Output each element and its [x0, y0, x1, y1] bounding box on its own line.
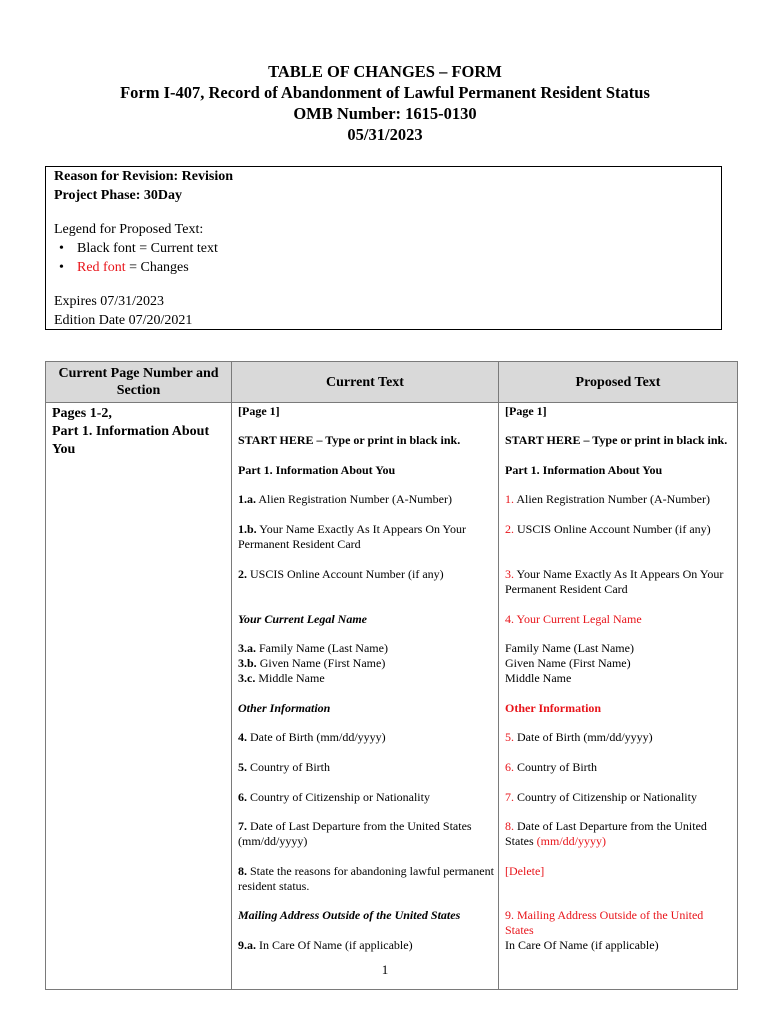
- prop-other-info-heading: Other Information: [505, 701, 602, 715]
- legend-red: [77, 258, 721, 277]
- prop-delete: [Delete]: [505, 864, 545, 878]
- prop-given-name: Given Name (First Name): [505, 656, 631, 670]
- header-title: TABLE OF CHANGES – FORM: [268, 62, 502, 81]
- header-proposed-text: Proposed Text: [499, 362, 738, 403]
- cur-item-3a: 3.a. Family Name (Last Name): [238, 641, 388, 655]
- cur-item-1b: 1.b. Your Name Exactly As It Appears On Your Permanent Resident Card: [238, 522, 467, 551]
- header-section: Current Page Number and Section: [46, 362, 232, 403]
- reason-for-revision: Reason for Revision: Revision: [54, 169, 234, 184]
- section-cell: [46, 403, 232, 990]
- cur-item-7: 7. Date of Last Departure from the United States (mm/dd/yyyy): [238, 819, 472, 848]
- header-current-text: Current Text: [232, 362, 499, 403]
- proposed-text-cell: [499, 403, 738, 990]
- page-number: 1: [381, 962, 389, 977]
- project-phase: Project Phase: 30Day: [54, 188, 183, 203]
- cur-other-info-heading: Other Information: [238, 701, 331, 715]
- prop-item-2: 2. USCIS Online Account Number (if any): [505, 522, 711, 536]
- prop-middle-name: Middle Name: [505, 671, 572, 685]
- header-omb-number: OMB Number: 1615-0130: [293, 104, 477, 123]
- prop-care-of: In Care Of Name (if applicable): [505, 938, 659, 952]
- header-date: 05/31/2023: [347, 125, 423, 144]
- table-header-row: [46, 362, 738, 403]
- cur-item-6: 6. Country of Citizenship or Nationality: [238, 790, 430, 804]
- prop-item-4-legal-name: 4. Your Current Legal Name: [505, 612, 642, 626]
- current-text-cell: [232, 403, 499, 990]
- header-form-name: Form I-407, Record of Abandonment of Lawful Permanent Resident Status: [120, 83, 650, 102]
- prop-item-7: 7. Country of Citizenship or Nationality: [505, 790, 697, 804]
- changes-table: [45, 361, 738, 990]
- document-header: [0, 61, 770, 145]
- prop-part1: Part 1. Information About You: [505, 463, 663, 477]
- cur-page: [Page 1]: [238, 404, 280, 418]
- prop-item-6: 6. Country of Birth: [505, 760, 597, 774]
- cur-part1: Part 1. Information About You: [238, 463, 396, 477]
- cur-item-8: 8. State the reasons for abandoning lawful permanent resident status.: [238, 864, 494, 893]
- legend-black: • Black font = Current text: [77, 239, 721, 258]
- prop-start-here: START HERE – Type or print in black ink.: [505, 433, 728, 447]
- section-part: Part 1. Information About You: [52, 424, 210, 457]
- prop-item-1: 1. Alien Registration Number (A-Number): [505, 492, 710, 506]
- legend-list: [54, 239, 721, 277]
- cur-mailing-heading: Mailing Address Outside of the United States: [238, 908, 461, 922]
- legend-red-word: Red font: [77, 260, 126, 275]
- cur-start-here: START HERE – Type or print in black ink.: [238, 433, 461, 447]
- cur-legal-name-heading: Your Current Legal Name: [238, 612, 368, 626]
- section-pages: Pages 1-2,: [52, 406, 112, 421]
- prop-item-3: 3. Your Name Exactly As It Appears On Your Permanent Resident Card: [505, 567, 724, 596]
- expires-date: Expires 07/31/2023: [54, 294, 165, 309]
- cur-item-3c: 3.c. Middle Name: [238, 671, 325, 685]
- prop-item-9-mailing: 9. Mailing Address Outside of the United States: [505, 908, 704, 937]
- cur-item-4: 4. Date of Birth (mm/dd/yyyy): [238, 730, 386, 744]
- prop-family-name: Family Name (Last Name): [505, 641, 634, 655]
- prop-item-5: 5. Date of Birth (mm/dd/yyyy): [505, 730, 653, 744]
- cur-item-3b: 3.b. Given Name (First Name): [238, 656, 386, 670]
- prop-page: [Page 1]: [505, 404, 547, 418]
- cur-item-2: 2. USCIS Online Account Number (if any): [238, 567, 444, 581]
- table-row: [46, 403, 738, 990]
- legend-red-rest: = Changes: [125, 260, 189, 275]
- cur-item-5: 5. Country of Birth: [238, 760, 330, 774]
- revision-info-box: [45, 166, 722, 330]
- edition-date: Edition Date 07/20/2021: [54, 313, 193, 328]
- legend-title: Legend for Proposed Text:: [54, 222, 204, 237]
- cur-item-1a: 1.a. Alien Registration Number (A-Number): [238, 492, 452, 506]
- cur-item-9a: 9.a. In Care Of Name (if applicable): [238, 938, 413, 952]
- prop-item-8: 8. Date of Last Departure from the United States (mm/dd/yyyy): [505, 819, 707, 848]
